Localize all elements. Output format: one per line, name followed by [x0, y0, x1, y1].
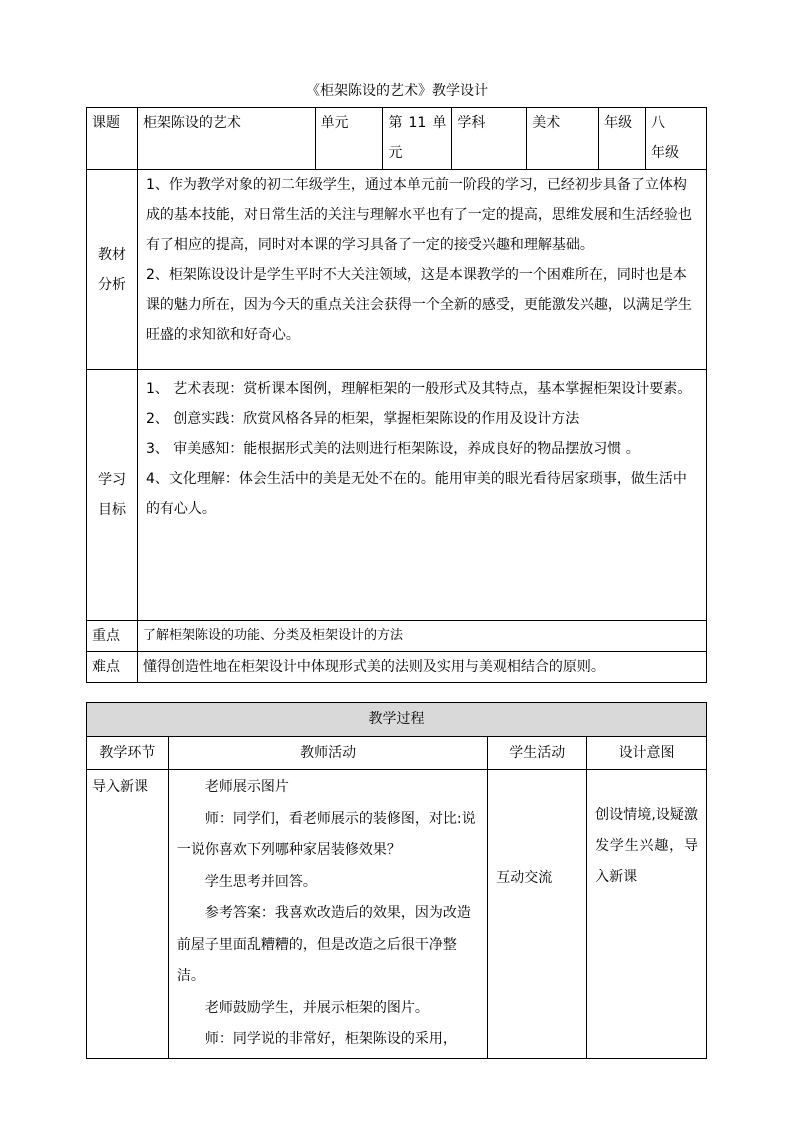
topic-value: 柜架陈设的艺术 — [137, 108, 315, 170]
analysis-paragraph-2: 2、柜架陈设设计是学生平时不大关注领域，这是本课教学的一个困难所在，同时也是本课的魅力所在，因为今天的重点关注会获得一个全新的感受，更能激发兴趣，以满足学生旺盛的求知欲和好奇心。 — [145, 267, 692, 343]
unit-value: 第11单元 — [383, 108, 452, 170]
design-intent-cell — [587, 770, 707, 1059]
goal-3: 3、 审美感知：能根据形式美的法则进行柜架陈设，养成良好的物品摆放习惯 。 — [145, 441, 640, 457]
stage-cell: 导入新课 — [87, 770, 169, 1059]
student-activity-text: 互动交流 — [496, 870, 553, 886]
unit-label: 单元 — [315, 108, 383, 170]
goal-1: 1、 艺术表现：赏析课本图例，理解柜架的一般形式及其特点，基本掌握柜架设计要素。 — [145, 381, 692, 397]
column-student: 学生活动 — [488, 737, 587, 770]
topic-label: 课题 — [87, 108, 138, 170]
subject-value: 美术 — [527, 108, 599, 170]
analysis-content — [137, 170, 706, 370]
subject-label: 学科 — [452, 108, 527, 170]
teacher-line-5: 老师鼓励学生，并展示柜架的图片。 — [204, 999, 429, 1016]
column-stage: 教学环节 — [87, 737, 169, 770]
column-teacher: 教师活动 — [168, 737, 487, 770]
teacher-line-3: 学生思考并回答。 — [204, 873, 317, 890]
process-row-intro — [87, 770, 707, 1059]
key-point-label: 重点 — [87, 621, 138, 652]
document-title: 《柜架陈设的艺术》教学设计 — [306, 83, 488, 99]
teacher-line-6: 师：同学说的非常好，柜架陈设的采用， — [204, 1031, 457, 1047]
teacher-line-1: 老师展示图片 — [204, 779, 289, 795]
goals-content — [137, 370, 706, 621]
process-header-row — [87, 703, 707, 737]
column-intent: 设计意图 — [587, 737, 707, 770]
analysis-label: 教材分析 — [87, 170, 138, 370]
teaching-process-table — [86, 702, 707, 1059]
grade-label: 年级 — [599, 108, 646, 170]
goals-row — [87, 370, 707, 621]
process-columns-row — [87, 737, 707, 770]
goals-label: 学习目标 — [87, 370, 138, 621]
difficulty-label: 难点 — [87, 652, 138, 683]
difficulty-row — [87, 652, 707, 683]
key-point-row — [87, 621, 707, 652]
difficulty-value: 懂得创造性地在柜架设计中体现形式美的法则及实用与美观相结合的原则。 — [137, 652, 706, 683]
goal-2: 2、 创意实践：欣赏风格各异的柜架，掌握柜架陈设的作用及设计方法 — [145, 411, 580, 427]
analysis-paragraph-1: 1、作为教学对象的初二年级学生，通过本单元前一阶段的学习，已经初步具备了立体构成的基本技能，对日常生活的关注与理解水平也有了一定的提高，思维发展和生活经验也有了相应的提高，同时对本课的学习具备了一定的接受兴趣和理解基础。 — [145, 177, 692, 253]
student-activity-cell — [488, 770, 587, 1059]
design-intent-text: 创设情境,设疑激发学生兴趣，导入新课 — [595, 807, 698, 885]
teacher-activity-cell — [168, 770, 487, 1059]
grade-value: 八 年级 — [646, 108, 707, 170]
teacher-line-2: 师：同学们，看老师展示的装修图，对比:说一说你喜欢下列哪种家居装修效果？ — [176, 810, 476, 858]
teacher-line-4: 参考答案：我喜欢改造后的效果，因为改造前屋子里面乱糟糟的，但是改造之后很干净整洁。 — [176, 905, 471, 984]
analysis-row — [87, 170, 707, 370]
process-header: 教学过程 — [87, 703, 707, 737]
info-row — [87, 108, 707, 170]
goal-4: 4、文化理解：体会生活中的美是无处不在的。能用审美的眼光看待居家琐事，做生活中的有心人。 — [145, 471, 687, 517]
key-point-value: 了解柜架陈设的功能、分类及柜架设计的方法 — [137, 621, 706, 652]
lesson-info-table — [86, 107, 707, 683]
